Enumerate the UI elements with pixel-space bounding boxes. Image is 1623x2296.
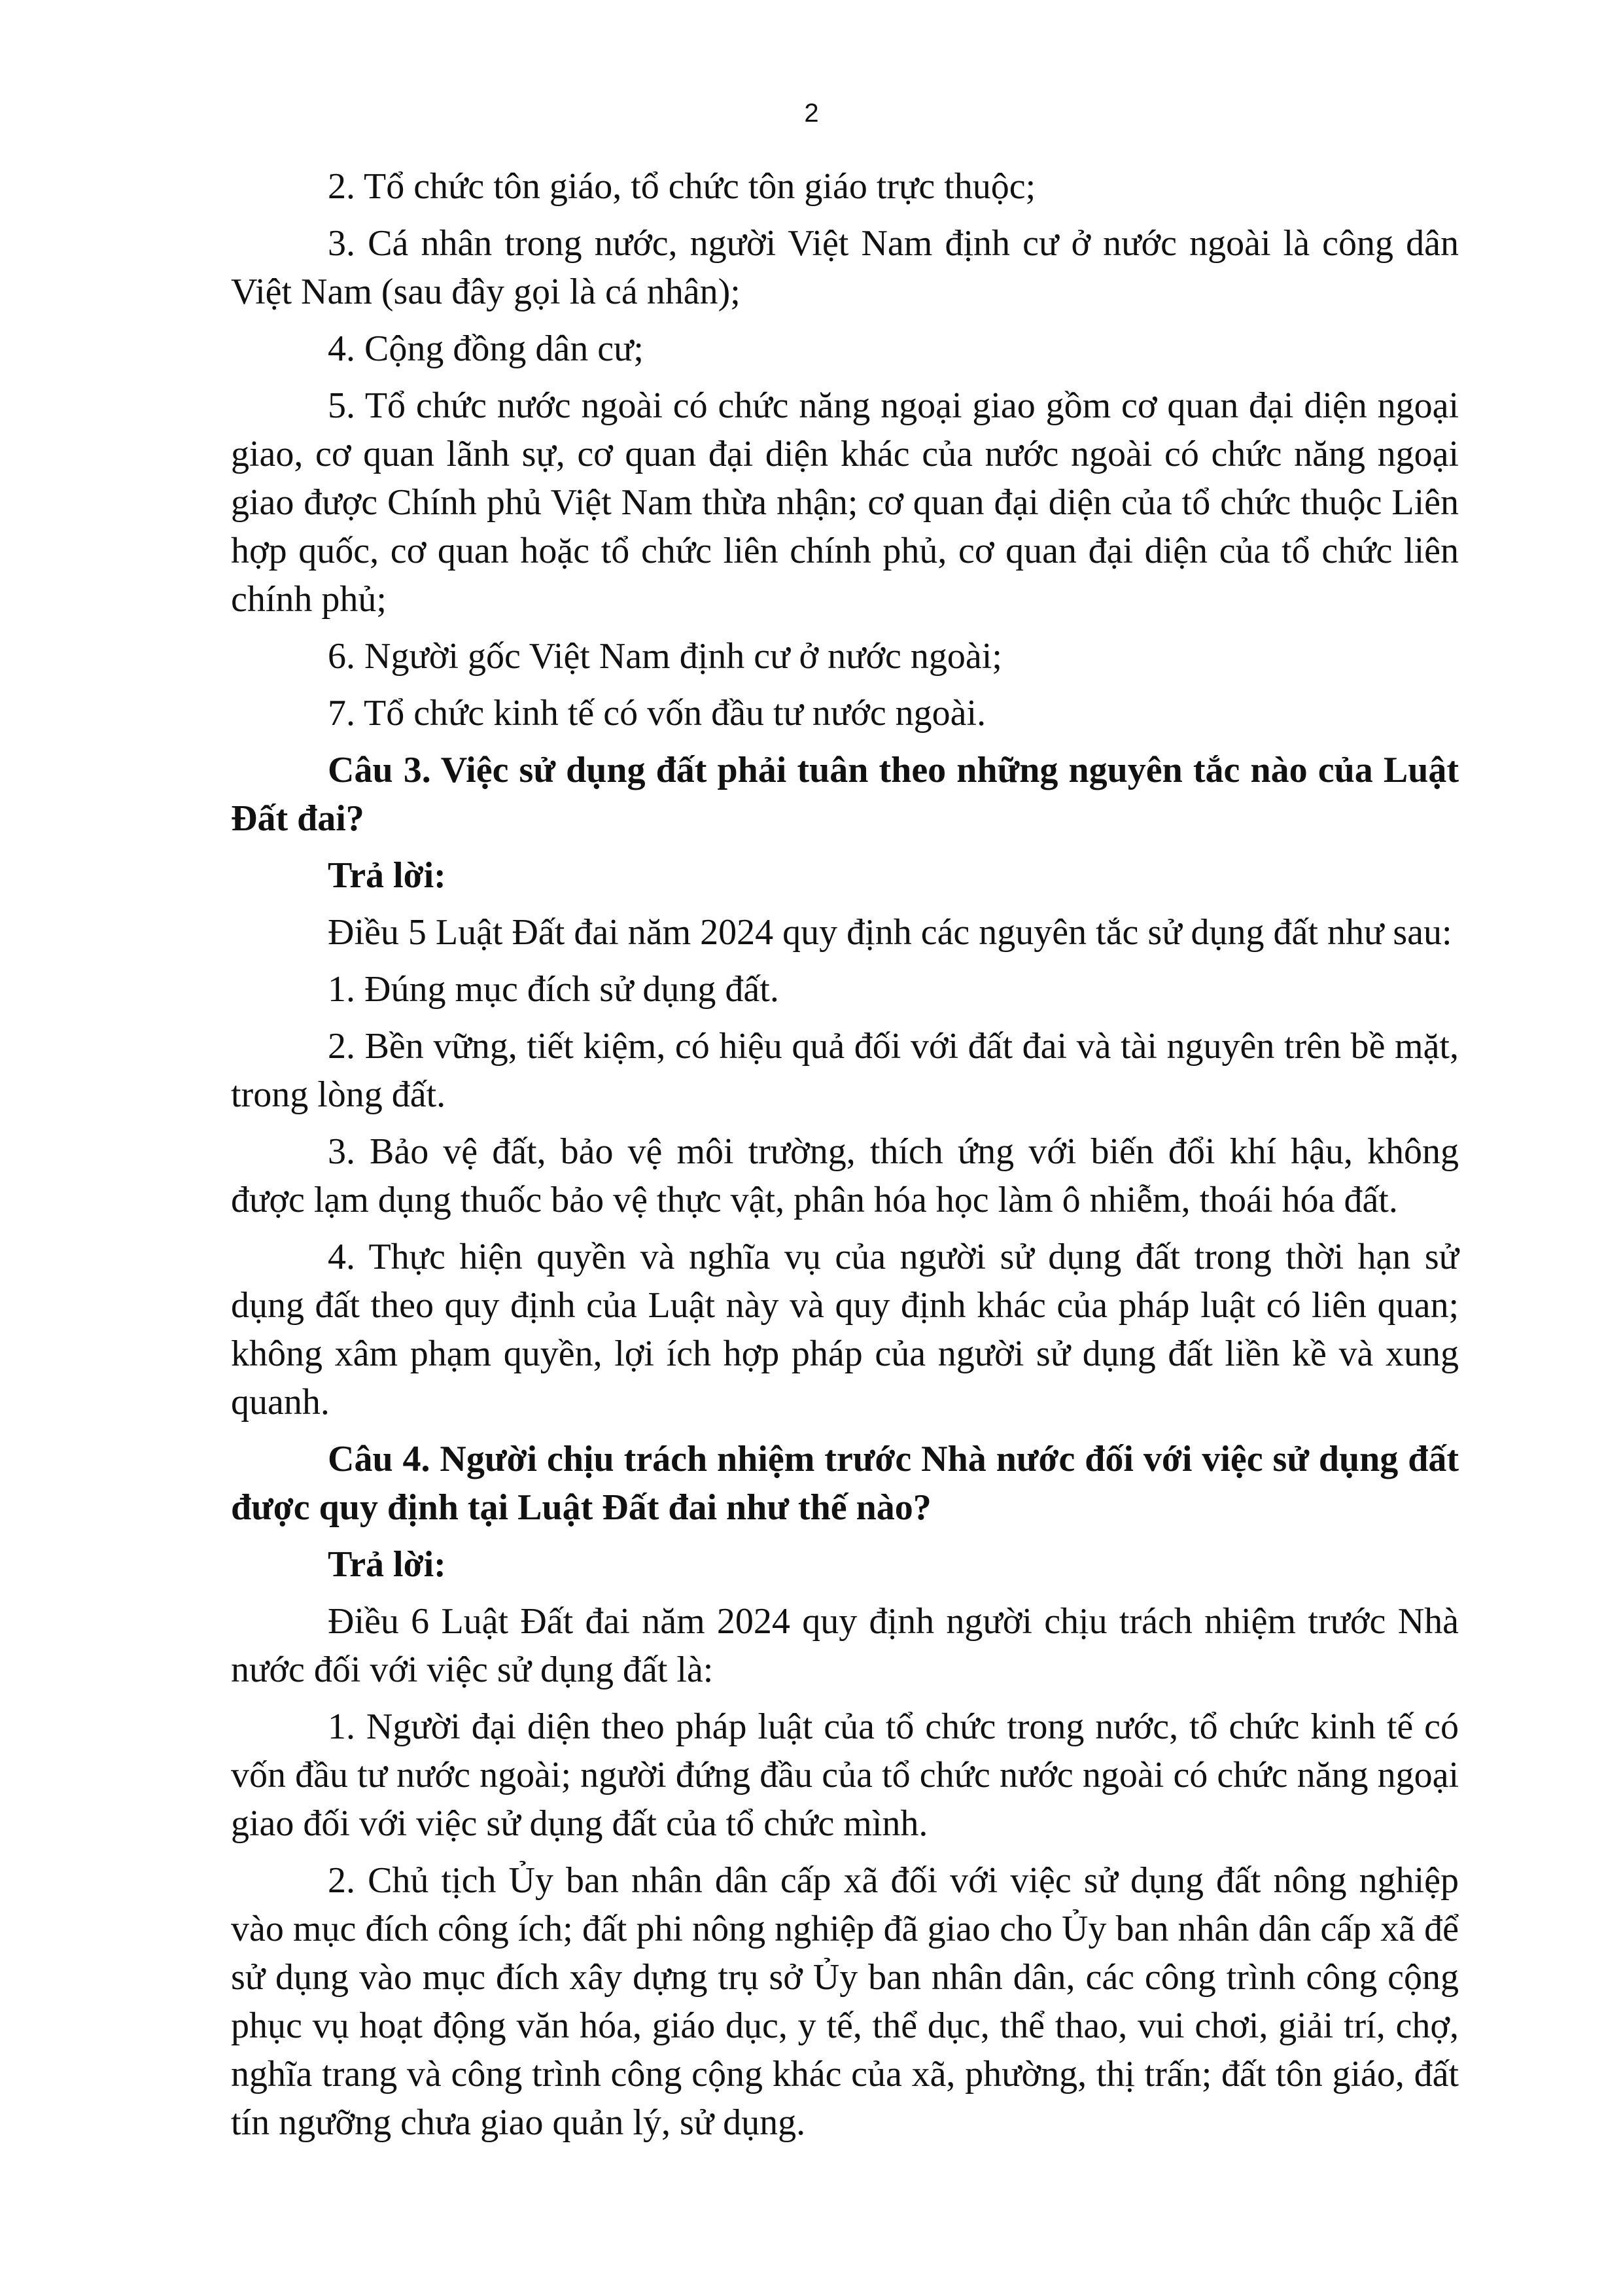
answer-intro: Điều 5 Luật Đất đai năm 2024 quy định các nguyên tắc sử dụng đất như sau: bbox=[328, 912, 1452, 953]
question-3-heading: Câu 3. Việc sử dụng đất phải tuân theo những nguyên tắc nào của Luật Đất đai? bbox=[231, 750, 1459, 839]
paragraph-item-5: 5. Tổ chức nước ngoài có chức năng ngoại giao gồm cơ quan đại diện ngoại giao, cơ quan lãnh sự, cơ quan đại diện khác của nước ngoài có chức năng ngoại giao được Chính phủ Việt Nam thừa nhận; cơ quan đại diện của tổ chức thuộc Liên hợp quốc, cơ quan hoặc tổ chức liên chính phủ, cơ quan đại diện của tổ chức liên chính phủ; bbox=[231, 385, 1459, 620]
page-number: 2 bbox=[804, 99, 819, 128]
principle-item-4: 4. Thực hiện quyền và nghĩa vụ của người sử dụng đất trong thời hạn sử dụng đất theo quy định của Luật này và quy định khác của pháp luật có liên quan; không xâm phạm quyền, lợi ích hợp pháp của người sử dụng đất liền kề và xung quanh. bbox=[231, 1237, 1459, 1422]
principle-item-2: 2. Bền vững, tiết kiệm, có hiệu quả đối với đất đai và tài nguyên trên bề mặt, trong lòng đất. bbox=[231, 1026, 1459, 1115]
answer-intro: Điều 6 Luật Đất đai năm 2024 quy định người chịu trách nhiệm trước Nhà nước đối với việc sử dụng đất là: bbox=[231, 1601, 1459, 1690]
answer-label: Trả lời: bbox=[328, 1544, 446, 1585]
paragraph-item-3: 3. Cá nhân trong nước, người Việt Nam định cư ở nước ngoài là công dân Việt Nam (sau đây gọi là cá nhân); bbox=[231, 223, 1459, 312]
responsible-item-1: 1. Người đại diện theo pháp luật của tổ chức trong nước, tổ chức kinh tế có vốn đầu tư nước ngoài; người đứng đầu của tổ chức nước ngoài có chức năng ngoại giao đối với việc sử dụng đất của tổ chức mình. bbox=[231, 1706, 1459, 1844]
answer-label: Trả lời: bbox=[328, 855, 446, 896]
question-4-heading: Câu 4. Người chịu trách nhiệm trước Nhà nước đối với việc sử dụng đất được quy định tại Luật Đất đai như thế nào? bbox=[231, 1439, 1459, 1528]
document-body bbox=[231, 162, 1459, 2155]
principle-item-3: 3. Bảo vệ đất, bảo vệ môi trường, thích ứng với biến đổi khí hậu, không được lạm dụng thuốc bảo vệ thực vật, phân hóa học làm ô nhiễm, thoái hóa đất. bbox=[231, 1131, 1459, 1220]
paragraph-item-6: 6. Người gốc Việt Nam định cư ở nước ngoài; bbox=[328, 636, 1002, 677]
responsible-item-2: 2. Chủ tịch Ủy ban nhân dân cấp xã đối với việc sử dụng đất nông nghiệp vào mục đích công ích; đất phi nông nghiệp đã giao cho Ủy ban nhân dân cấp xã để sử dụng vào mục đích xây dựng trụ sở Ủy ban nhân dân, các công trình công cộng phục vụ hoạt động văn hóa, giáo dục, y tế, thể dục, thể thao, vui chơi, giải trí, chợ, nghĩa trang và công trình công cộng khác của xã, phường, thị trấn; đất tôn giáo, đất tín ngưỡng chưa giao quản lý, sử dụng. bbox=[231, 1860, 1459, 2143]
paragraph-item-7: 7. Tổ chức kinh tế có vốn đầu tư nước ngoài. bbox=[328, 693, 986, 733]
paragraph-item-2: 2. Tổ chức tôn giáo, tổ chức tôn giáo trực thuộc; bbox=[328, 166, 1036, 207]
principle-item-1: 1. Đúng mục đích sử dụng đất. bbox=[328, 969, 779, 1010]
paragraph-item-4: 4. Cộng đồng dân cư; bbox=[328, 328, 644, 369]
